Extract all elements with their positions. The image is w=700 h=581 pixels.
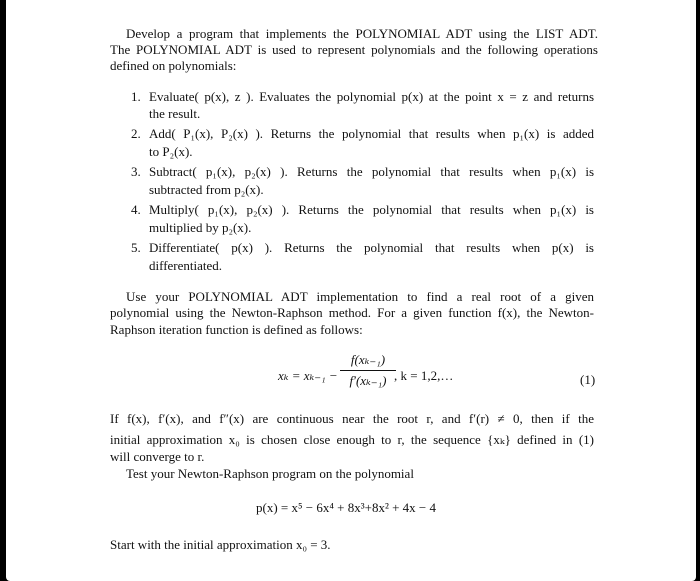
- newton-line-2: polynomial using the Newton-Raphson method. For a given function f(x), the Newton-: [110, 305, 594, 320]
- equation-number: (1): [580, 372, 596, 387]
- list-item-number: 3.: [131, 164, 141, 179]
- convergence-line-3: will converge to r.: [110, 449, 205, 464]
- newton-line-3: Raphson iteration function is defined as follows:: [110, 322, 363, 337]
- list-item-number: 4.: [131, 202, 141, 217]
- list-item-number: 2.: [131, 126, 141, 141]
- list-item-text-continued: the result.: [149, 106, 201, 121]
- convergence-line-4: Test your Newton-Raphson program on the polynomial: [126, 466, 414, 481]
- list-item-number: 1.: [131, 89, 141, 104]
- formula-lhs: xₖ = xₖ₋₁ −: [278, 368, 338, 383]
- intro-line-1: Develop a program that implements the POLYNOMIAL ADT using the LIST ADT.: [126, 26, 598, 41]
- fraction-bar: [340, 370, 396, 371]
- intro-line-3: defined on polynomials:: [110, 58, 237, 73]
- convergence-line-1: If f(x), f′(x), and f″(x) are continuous near the root r, and f′(r) ≠ 0, then if the: [110, 411, 594, 426]
- newton-line-1: Use your POLYNOMIAL ADT implementation to find a real root of a given: [126, 289, 594, 304]
- formula-range: , k = 1,2,…: [394, 368, 454, 383]
- convergence-line-2: initial approximation x₀ is chosen close enough to r, the sequence {xₖ} defined in (1): [110, 432, 594, 447]
- initial-approximation: Start with the initial approximation x₀ = 3.: [110, 537, 331, 552]
- list-item-text: Add( P₁(x), P₂(x) ). Returns the polynomial that results when p₁(x) is added: [149, 126, 594, 141]
- list-item-text: Evaluate( p(x), z ). Evaluates the polynomial p(x) at the point x = z and returns: [149, 89, 594, 104]
- formula-fraction: [340, 352, 396, 389]
- list-item-text-continued: to P₂(x).: [149, 144, 193, 159]
- list-item-number: 5.: [131, 240, 141, 255]
- intro-line-2: The POLYNOMIAL ADT is used to represent polynomials and the following operations: [110, 42, 598, 57]
- list-item-text-continued: subtracted from p₂(x).: [149, 182, 264, 197]
- test-polynomial: p(x) = x⁵ − 6x⁴ + 8x³+8x² + 4x − 4: [256, 500, 437, 515]
- list-item-text: Multiply( p₁(x), p₂(x) ). Returns the polynomial that results when p₁(x) is: [149, 202, 594, 217]
- list-item-text-continued: differentiated.: [149, 258, 223, 273]
- document-page: [6, 0, 696, 581]
- formula-numerator: f(xₖ₋₁): [350, 352, 386, 367]
- list-item-text: Subtract( p₁(x), p₂(x) ). Returns the polynomial that results when p₁(x) is: [149, 164, 594, 179]
- list-item-text: Differentiate( p(x) ). Returns the polynomial that results when p(x) is: [149, 240, 594, 255]
- formula-denominator: f′(xₖ₋₁): [349, 373, 387, 388]
- list-item-text-continued: multiplied by p₂(x).: [149, 220, 252, 235]
